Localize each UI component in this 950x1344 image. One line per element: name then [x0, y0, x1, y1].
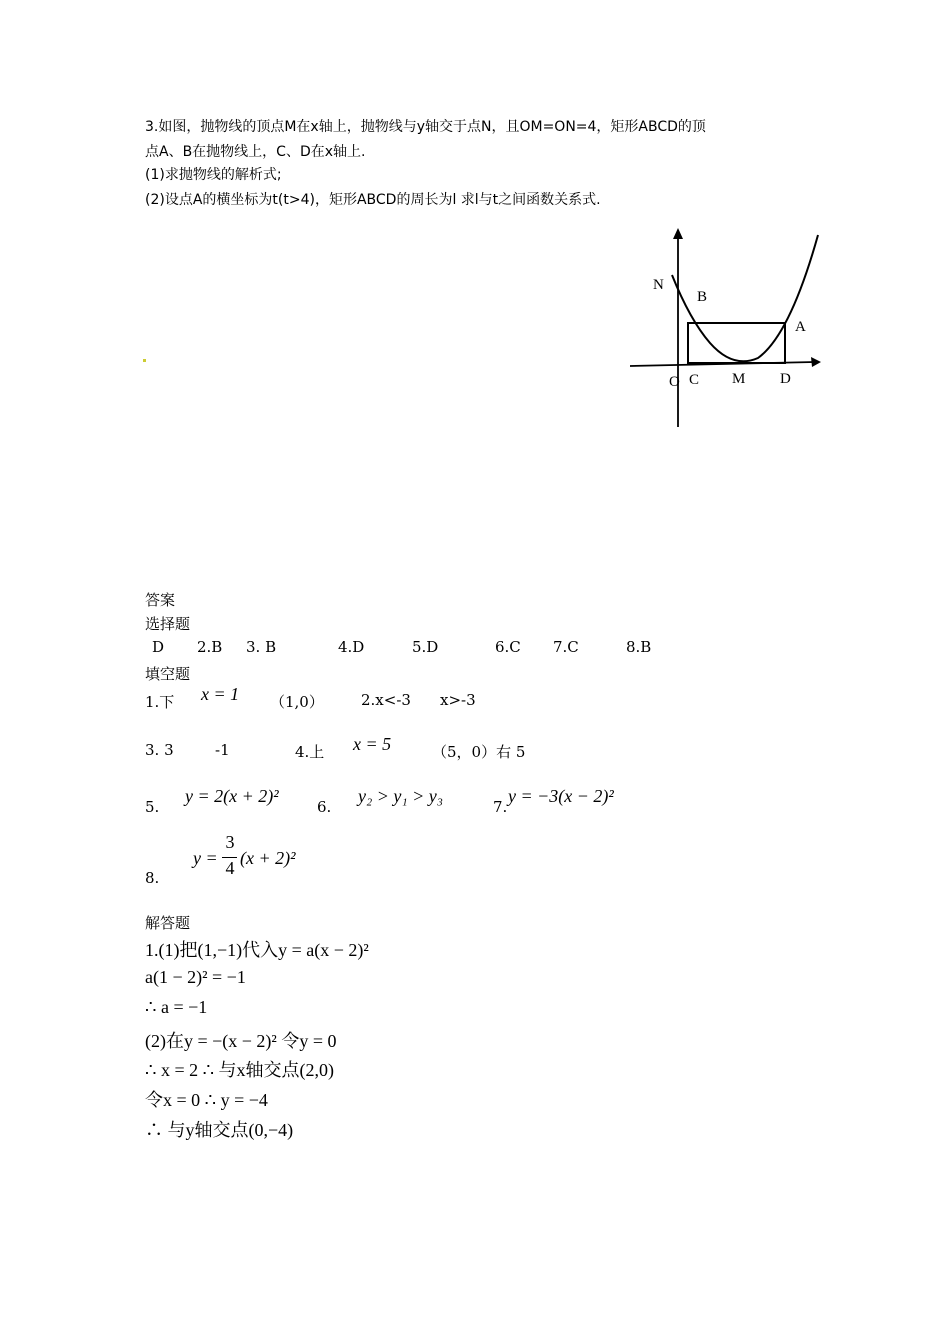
fill-7-formula: y = −3(x − 2)² [508, 786, 614, 806]
label-c: C [689, 372, 700, 388]
problem-part-2: (2)设点A的横坐标为t(t>4)，矩形ABCD的周长为l 求l与t之间函数关系式. [145, 192, 601, 208]
problem-part-1: (1)求抛物线的解析式; [145, 167, 282, 183]
fill-3-b: -1 [215, 741, 230, 759]
choice-item-3: 3. B [246, 638, 277, 656]
choice-item-7: 7.C [553, 638, 579, 656]
fill-1-point: （1,0） [270, 693, 324, 711]
solve-line-4: (2)在y = −(x − 2)² 令y = 0 [145, 1031, 337, 1051]
fill-8-label: 8. [145, 869, 160, 887]
choice-item-1: D [152, 638, 165, 656]
fill-7-label: 7. [493, 798, 508, 816]
label-n: N [653, 277, 664, 293]
solve-line-1: 1.(1)把(1,−1)代入y = a(x − 2)² [145, 940, 369, 960]
label-b: B [697, 289, 708, 305]
fill-4-label: 4.上 [295, 743, 325, 761]
fill-8-numerator: 3 [225, 832, 235, 852]
choice-item-4: 4.D [338, 638, 365, 656]
fill-1-label: 1.下 [145, 693, 175, 711]
fill-2-left: 2.x<-3 [361, 691, 411, 709]
fill-8-rest: (x + 2)² [240, 848, 296, 868]
fill-1-formula: x = 1 [201, 684, 240, 704]
solve-line-5: ∴ x = 2 ∴ 与x轴交点(2,0) [145, 1060, 335, 1080]
choice-item-8: 8.B [626, 638, 652, 656]
label-o: O [669, 374, 680, 390]
solve-line-2: a(1 − 2)² = −1 [145, 967, 246, 987]
label-d: D [780, 371, 791, 387]
solve-heading: 解答题 [145, 914, 191, 932]
rectangle-abcd [688, 323, 785, 363]
problem-line-1: 3.如图，抛物线的顶点M在x轴上，抛物线与y轴交于点N，且OM=ON=4，矩形ABCD的顶 [145, 119, 706, 135]
parabola-figure [625, 225, 835, 435]
fill-8-denominator: 4 [225, 858, 235, 878]
fill-3-a: 3. 3 [145, 741, 174, 759]
parabola-curve [672, 235, 818, 361]
choice-item-6: 6.C [495, 638, 521, 656]
solve-line-7: ∴ 与y轴交点(0,−4) [145, 1120, 294, 1140]
solve-line-6: 令x = 0 ∴ y = −4 [145, 1090, 268, 1110]
solve-line-3: ∴ a = −1 [145, 997, 208, 1017]
fill-4-formula: x = 5 [353, 734, 392, 754]
choice-heading: 选择题 [145, 615, 191, 633]
x-axis-arrow [811, 357, 821, 367]
fill-5-label: 5. [145, 798, 160, 816]
y-axis-arrow [673, 228, 683, 239]
stray-dot [143, 359, 146, 362]
label-a: A [795, 319, 806, 335]
fill-2-right: x>-3 [440, 691, 476, 709]
choice-item-2: 2.B [197, 638, 223, 656]
fill-heading: 填空题 [145, 665, 191, 683]
label-m: M [732, 371, 746, 387]
fill-8-lhs: y = [193, 848, 218, 868]
problem-line-2: 点A、B在抛物线上，C、D在x轴上. [145, 144, 366, 160]
fill-5-formula: y = 2(x + 2)² [185, 786, 279, 806]
fill-4-rest: （5，0）右 5 [432, 743, 526, 761]
fill-6-label: 6. [317, 798, 332, 816]
answers-heading: 答案 [145, 591, 176, 609]
fill-6-formula: y₂ > y₁ > y₃ [358, 786, 444, 806]
choice-item-5: 5.D [412, 638, 439, 656]
